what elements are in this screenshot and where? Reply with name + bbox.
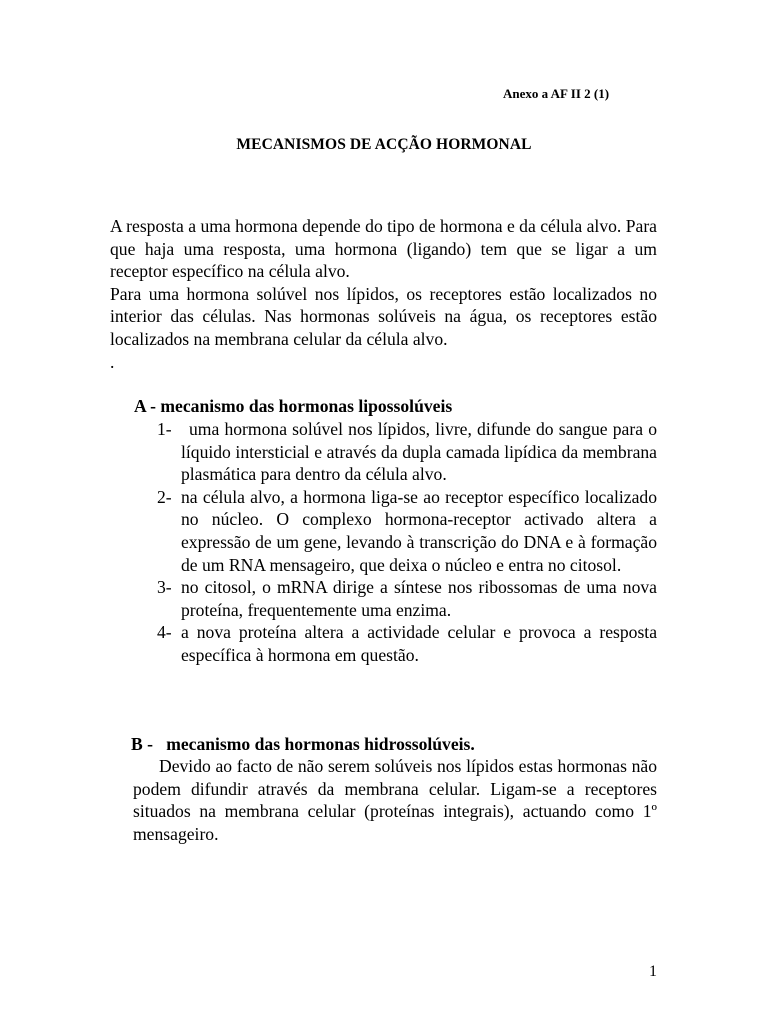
list-item-text: a nova proteína altera a actividade celular e provoca a resposta específica à hormona em questão.	[181, 622, 657, 665]
annex-label: Anexo a AF II 2 (1)	[503, 86, 610, 101]
list-item	[157, 418, 657, 486]
section-b-heading: B - mecanismo das hormonas hidrossolúveis.	[131, 734, 475, 754]
page-number: 1	[649, 963, 657, 980]
list-item-number: 2-	[157, 486, 172, 507]
list-item	[157, 576, 657, 621]
section-a-heading: A - mecanismo das hormonas lipossolúveis	[134, 396, 453, 416]
list-item-text: na célula alvo, a hormona liga-se ao receptor específico localizado no núcleo. O complexo hormona-receptor activado altera a expressão de um gene, levando à transcrição do DNA e à formação de um RNA mensageiro, que deixa o núcleo e entra no citosol.	[181, 486, 657, 575]
list-item-number: 1-	[157, 419, 172, 439]
intro-text	[110, 215, 657, 373]
intro-paragraph-2: Para uma hormona solúvel nos lípidos, os receptores estão localizados no interior das células. Nas hormonas solúveis na água, os receptores estão localizados na membrana celular da célula alvo.	[110, 283, 657, 349]
list-item-text: no citosol, o mRNA dirige a síntese nos ribossomas de uma nova proteína, frequentemente uma enzima.	[181, 577, 657, 620]
intro-dot: .	[110, 351, 115, 372]
list-item-text: uma hormona solúvel nos lípidos, livre, difunde do sangue para o líquido intersticial e através da dupla camada lipídica da membrana plasmática para dentro da célula alvo.	[181, 419, 657, 485]
list-item	[157, 621, 657, 666]
page-title: MECANISMOS DE ACÇÃO HORMONAL	[236, 136, 532, 153]
list-item-number: 3-	[157, 577, 172, 598]
list-item	[157, 486, 657, 576]
section-b-body: Devido ao facto de não serem solúveis nos lípidos estas hormonas não podem difundir através da membrana celular. Ligam-se a receptores situados na membrana celular (proteínas integrais), actuando como 1º mensageiro.	[133, 756, 657, 844]
intro-paragraph-1: A resposta a uma hormona depende do tipo de hormona e da célula alvo. Para que haja uma resposta, uma hormona (ligando) tem que se ligar a um receptor específico na célula alvo.	[110, 216, 657, 282]
list-item-number: 4-	[157, 622, 172, 643]
section-a-list	[157, 418, 657, 667]
